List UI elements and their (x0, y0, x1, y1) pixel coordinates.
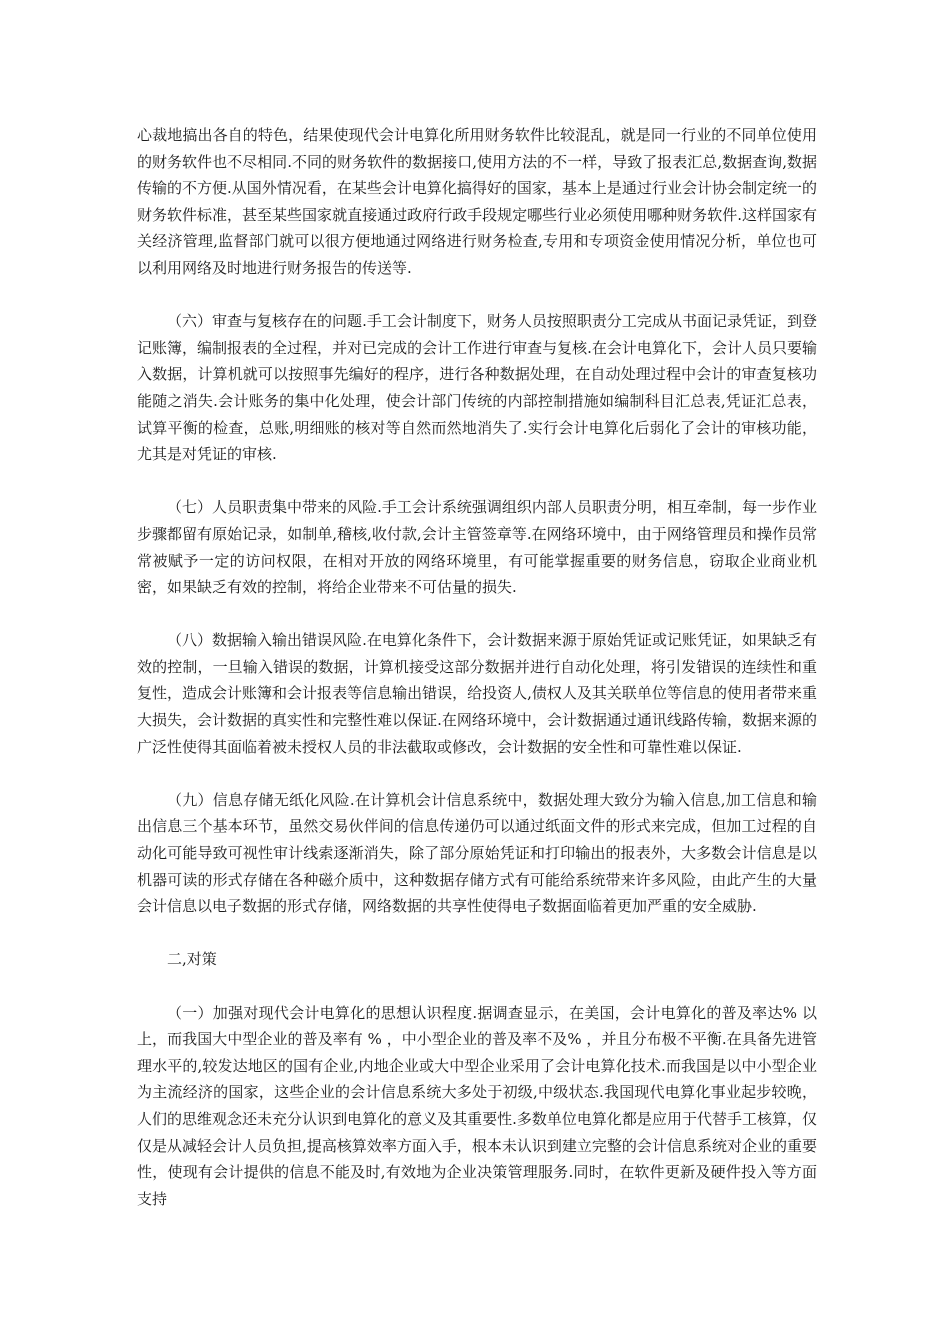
section-heading-countermeasures: 二,对策 (167, 950, 217, 969)
paragraph-continuation: 心裁地搞出各自的特色，结果使现代会计电算化所用财务软件比较混乱，就是同一行业的不同单位使用的财务软件也不尽相同.不同的财务软件的数据接口,使用方法的不一样，导致了报表汇总,数据查询,数据传输的不方便.从国外情况看，在某些会计电算化搞得好的国家，基本上是通过行业会计协会制定统一的财务软件标准，甚至某些国家就直接通过政府行政手段规定哪些行业必须使用哪种财务软件.这样国家有关经济管理,监督部门就可以很方便地通过网络进行财务检查,专用和专项资金使用情况分析，单位也可以利用网络及时地进行财务报告的传送等. (137, 126, 817, 277)
paragraph-paperless-risk: （九）信息存储无纸化风险.在计算机会计信息系统中，数据处理大致分为输入信息,加工信息和输出信息三个基本环节，虽然交易伙伴间的信息传递仍可以通过纸面文件的形式来完成，但加工过程的自动化可能导致可视性审计线索逐渐消失，除了部分原始凭证和打印输出的报表外，大多数会计信息是以机器可读的形式存储在各种磁介质中，这种数据存储方式有可能给系统带来许多风险，由此产生的大量会计信息以电子数据的形式存储，网络数据的共享性使得电子数据面临着更加严重的安全威胁. (137, 790, 817, 916)
paragraph-awareness: （一）加强对现代会计电算化的思想认识程度.据调查显示，在美国，会计电算化的普及率达% 以上，而我国大中型企业的普及率有 % ，中小型企业的普及率不及% ，并且分布极不平衡.在具备先进管理水平的,较发达地区的国有企业,内地企业或大中型企业采用了会计电算化技术.而我国是以中小型企业为主流经济的国家，这些企业的会计信息系统大多处于初级,中级状态.我国现代电算化事业起步较晚，人们的思维观念还未充分认识到电算化的意义及其重要性.多数单位电算化都是应用于代替手工核算，仅仅是从减轻会计人员负担,提高核算效率方面入手，根本未认识到建立完整的会计信息系统对企业的重要性，使现有会计提供的信息不能及时,有效地为企业决策管理服务.同时，在软件更新及硬件投入等方面支持 (137, 1003, 817, 1208)
paragraph-personnel-risk: （七）人员职责集中带来的风险.手工会计系统强调组织内部人员职责分明，相互牵制，每一步作业步骤都留有原始记录，如制单,稽核,收付款,会计主管签章等.在网络环境中，由于网络管理员和操作员常常被赋予一定的访问权限，在相对开放的网络环境里，有可能掌握重要的财务信息，窃取企业商业机密，如果缺乏有效的控制，将给企业带来不可估量的损失. (137, 498, 817, 597)
document-page (137, 122, 817, 1239)
paragraph-review-issues: （六）审查与复核存在的问题.手工会计制度下，财务人员按照职责分工完成从书面记录凭证，到登记账簿，编制报表的全过程，并对已完成的会计工作进行审查与复核.在会计电算化下，会计人员只要输入数据，计算机就可以按照事先编好的程序，进行各种数据处理，在自动处理过程中会计的审查复核功能随之消失.会计账务的集中化处理，使会计部门传统的内部控制措施如编制科目汇总表,凭证汇总表，试算平衡的检查，总账,明细账的核对等自然而然地消失了.实行会计电算化后弱化了会计的审核功能，尤其是对凭证的审核. (137, 312, 817, 464)
paragraph-io-error-risk: （八）数据输入输出错误风险.在电算化条件下，会计数据来源于原始凭证或记账凭证，如果缺乏有效的控制，一旦输入错误的数据，计算机接受这部分数据并进行自动化处理，将引发错误的连续性和重复性，造成会计账簿和会计报表等信息输出错误，给投资人,债权人及其关联单位等信息的使用者带来重大损失，会计数据的真实性和完整性难以保证.在网络环境中，会计数据通过通讯线路传输，数据来源的广泛性使得其面临着被未授权人员的非法截取或修改，会计数据的安全性和可靠性难以保证. (137, 631, 817, 756)
